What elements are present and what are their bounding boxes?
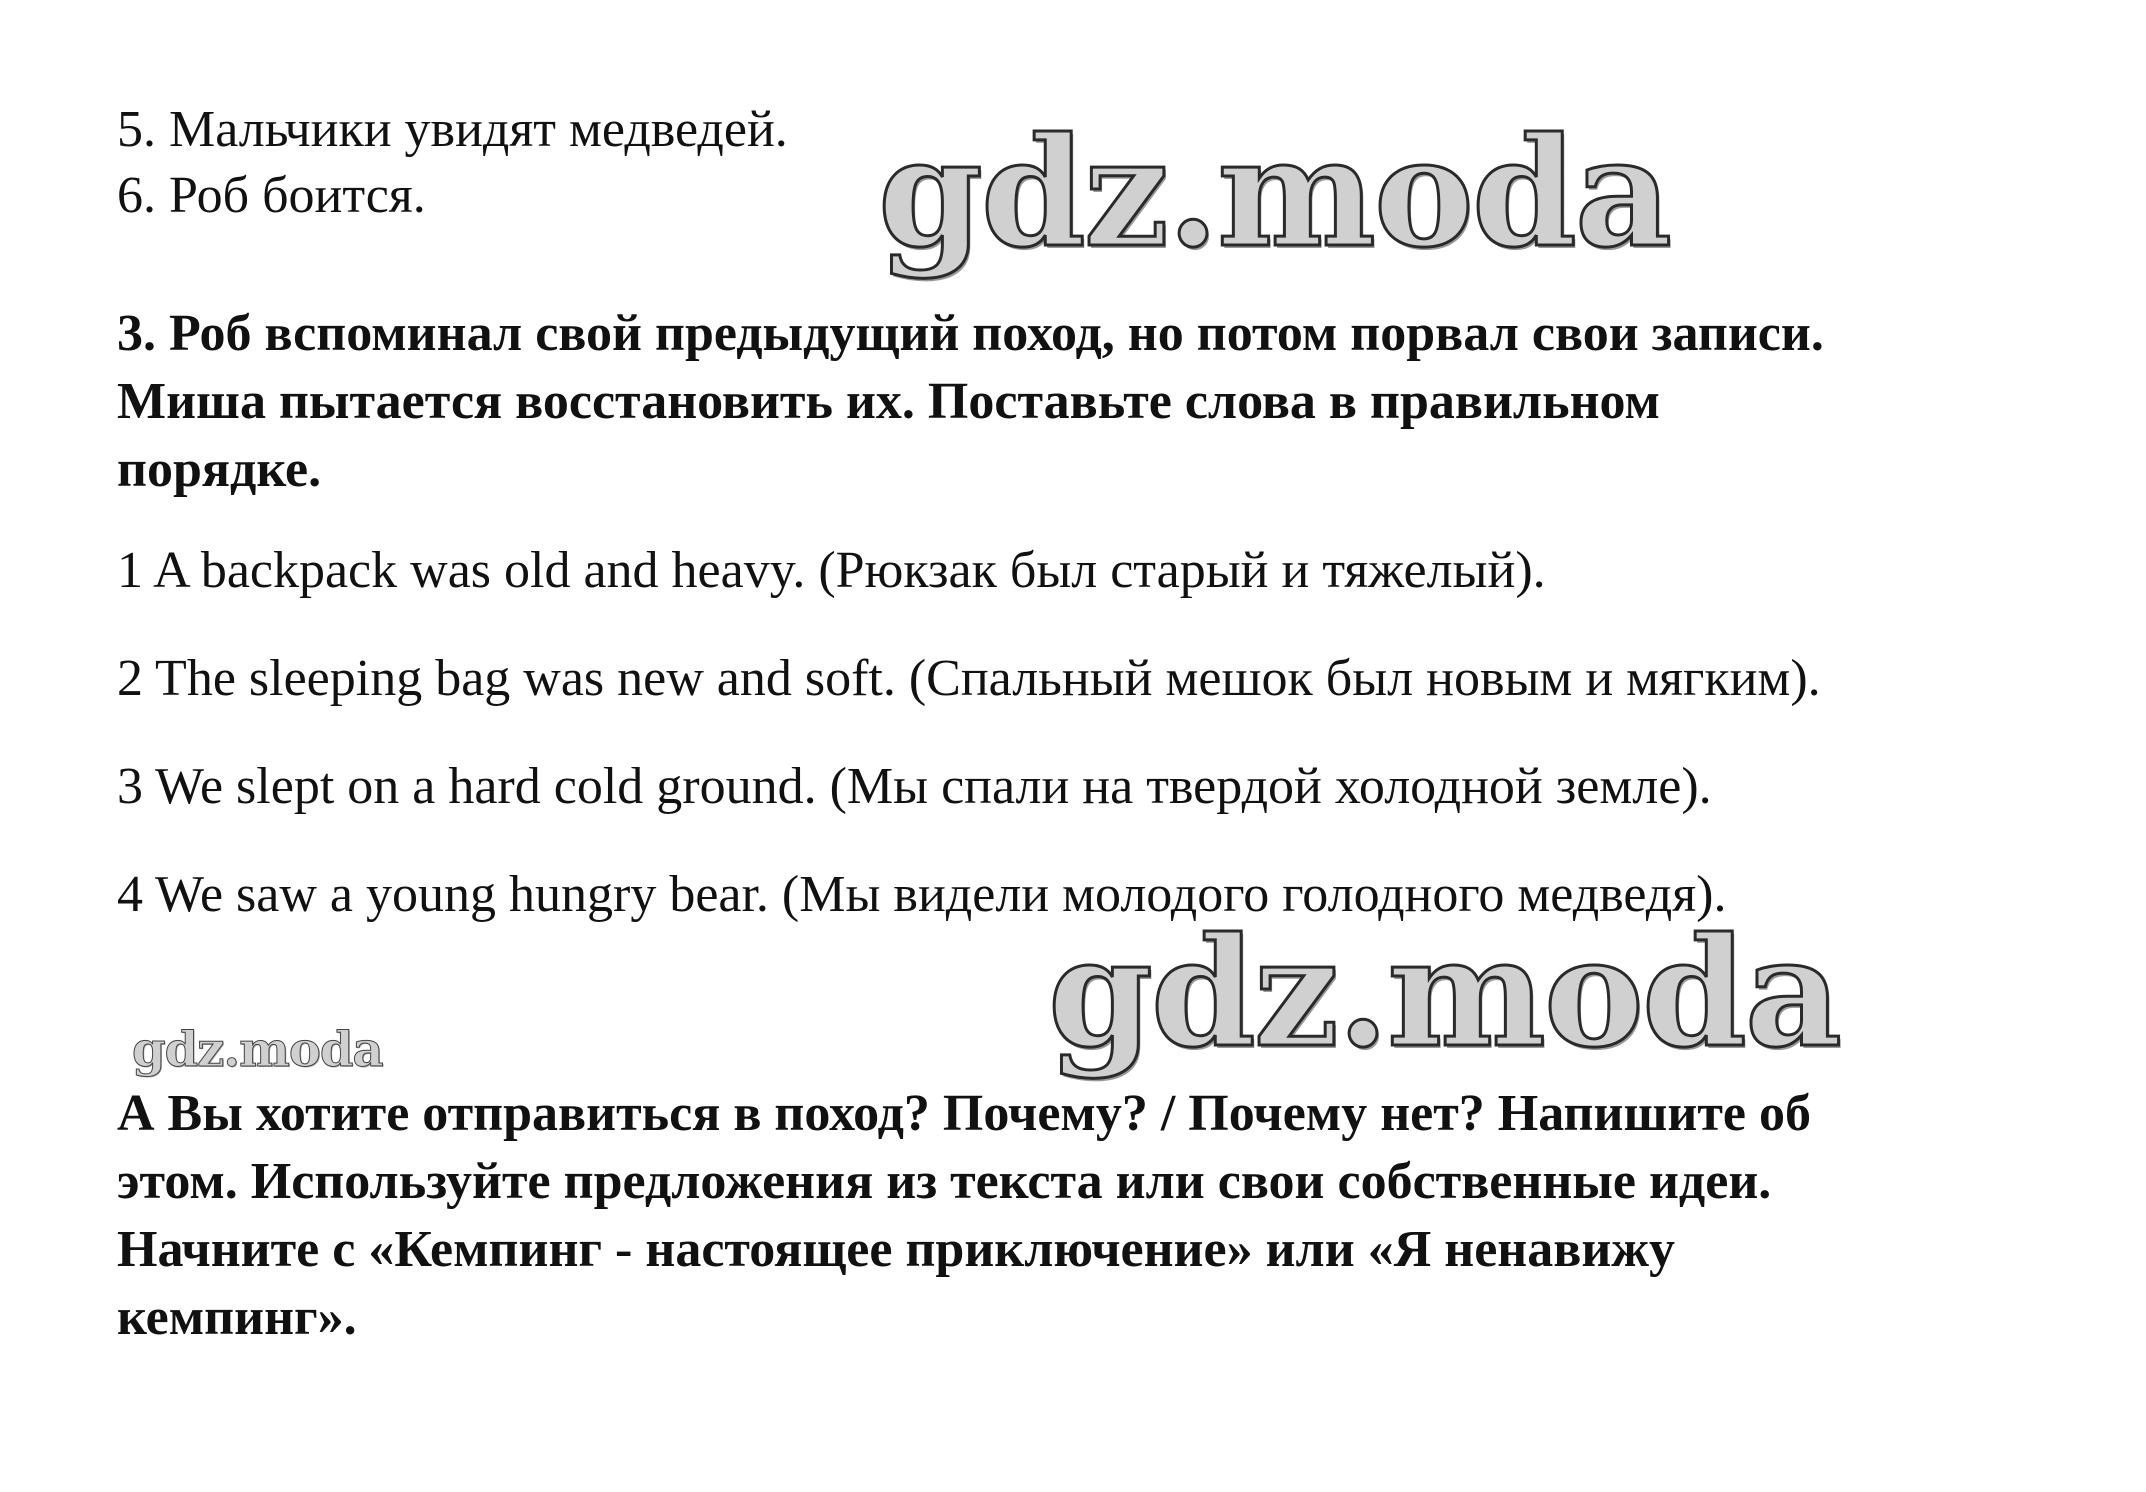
task-a-heading	[117, 1080, 2107, 1352]
task-a-line-4: кемпинг».	[117, 1289, 357, 1346]
task-a-line-2: этом. Используйте предложения из текста или свои собственные идеи.	[117, 1153, 1772, 1210]
answer-3: 3 We slept on a hard cold ground. (Мы спали на твердой холодной земле).	[117, 758, 1712, 815]
answer-1: 1 A backpack was old and heavy. (Рюкзак был старый и тяжелый).	[117, 542, 1546, 599]
task-a-line-3: Начните с «Кемпинг - настоящее приключение» или «Я ненавижу	[117, 1221, 1675, 1278]
task-3-line-2: Миша пытается восстановить их. Поставьте слова в правильном	[117, 373, 1660, 430]
task-3-line-3: порядке.	[117, 441, 322, 498]
watermark-small: gdz.moda	[132, 1022, 383, 1078]
watermark-top: gdz.moda	[878, 105, 1671, 281]
item-6: 6. Роб боится.	[117, 167, 426, 224]
task-3-line-1: 3. Роб вспоминал свой предыдущий поход, но потом порвал свои записи.	[117, 305, 1824, 362]
answer-2: 2 The sleeping bag was new and soft. (Спальный мешок был новым и мягким).	[117, 650, 1821, 707]
item-5: 5. Мальчики увидят медведей.	[117, 101, 788, 158]
task-a-line-1: А Вы хотите отправиться в поход? Почему? / Почему нет? Напишите об	[117, 1085, 1811, 1142]
watermark-middle: gdz.moda	[1048, 905, 1841, 1081]
task-3-heading	[117, 300, 2107, 504]
answer-4: 4 We saw a young hungry bear. (Мы видели молодого голодного медведя).	[117, 866, 1727, 923]
